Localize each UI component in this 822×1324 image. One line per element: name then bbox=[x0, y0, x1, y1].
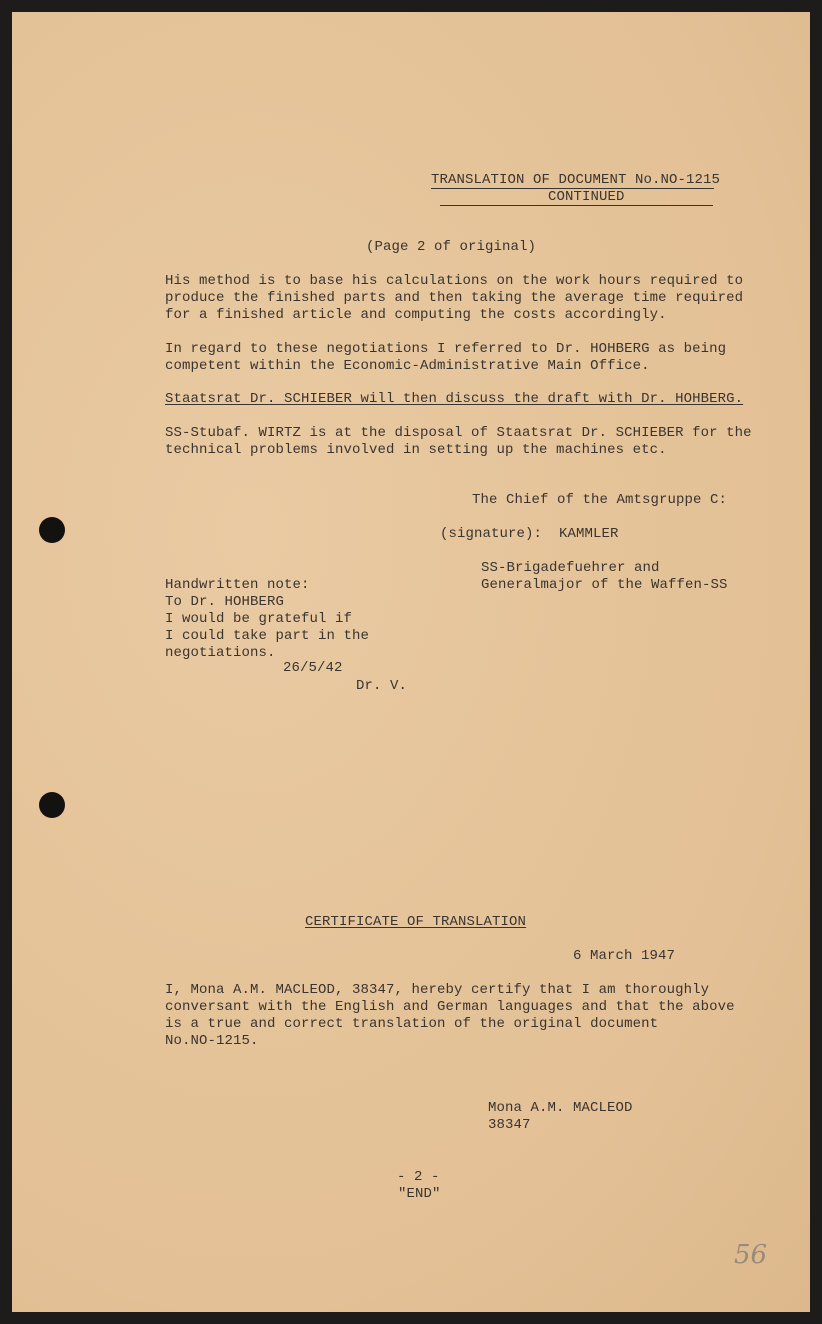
document-subtitle: CONTINUED bbox=[548, 189, 625, 205]
note-date: 26/5/42 bbox=[283, 660, 343, 676]
rank-block: SS-Brigadefuehrer and Generalmajor of the Waffen-SS bbox=[481, 560, 728, 593]
certificate-date: 6 March 1947 bbox=[573, 948, 676, 964]
page-of-original: (Page 2 of original) bbox=[366, 239, 537, 255]
paragraph-4: SS-Stubaf. WIRTZ is at the disposal of Staatsrat Dr. SCHIEBER for the technical problems involved in setting up the machines etc. bbox=[165, 425, 752, 458]
document-title: TRANSLATION OF DOCUMENT No.NO-1215 bbox=[431, 172, 721, 188]
end-marker: "END" bbox=[398, 1186, 441, 1202]
certificate-signer: Mona A.M. MACLEOD 38347 bbox=[488, 1100, 633, 1133]
certificate-body: I, Mona A.M. MACLEOD, 38347, hereby certify that I am thoroughly conversant with the English and German languages and that the above is a true and correct translation of the original document No.NO-1215. bbox=[165, 982, 735, 1049]
document-page bbox=[12, 12, 810, 1312]
handwritten-note: Handwritten note: To Dr. HOHBERG I would be grateful if I could take part in the negotiations. bbox=[165, 577, 370, 661]
paragraph-2: In regard to these negotiations I referred to Dr. HOHBERG as being competent within the Economic-Administrative Main Office. bbox=[165, 341, 727, 374]
subtitle-underline bbox=[440, 205, 713, 206]
paragraph-3: Staatsrat Dr. SCHIEBER will then discuss the draft with Dr. HOHBERG. bbox=[165, 391, 744, 407]
punch-hole bbox=[39, 792, 65, 818]
punch-hole bbox=[39, 517, 65, 543]
page-number: - 2 - bbox=[397, 1169, 440, 1185]
signature-line: (signature): KAMMLER bbox=[440, 526, 619, 542]
certificate-title: CERTIFICATE OF TRANSLATION bbox=[305, 914, 527, 930]
chief-line: The Chief of the Amtsgruppe C: bbox=[472, 492, 728, 508]
paragraph-1: His method is to base his calculations on the work hours required to produce the finished parts and then taking the average time required for a finished article and computing the costs accordingly. bbox=[165, 273, 744, 323]
pencil-page-number: 56 bbox=[734, 1240, 768, 1270]
note-initials: Dr. V. bbox=[356, 678, 408, 694]
